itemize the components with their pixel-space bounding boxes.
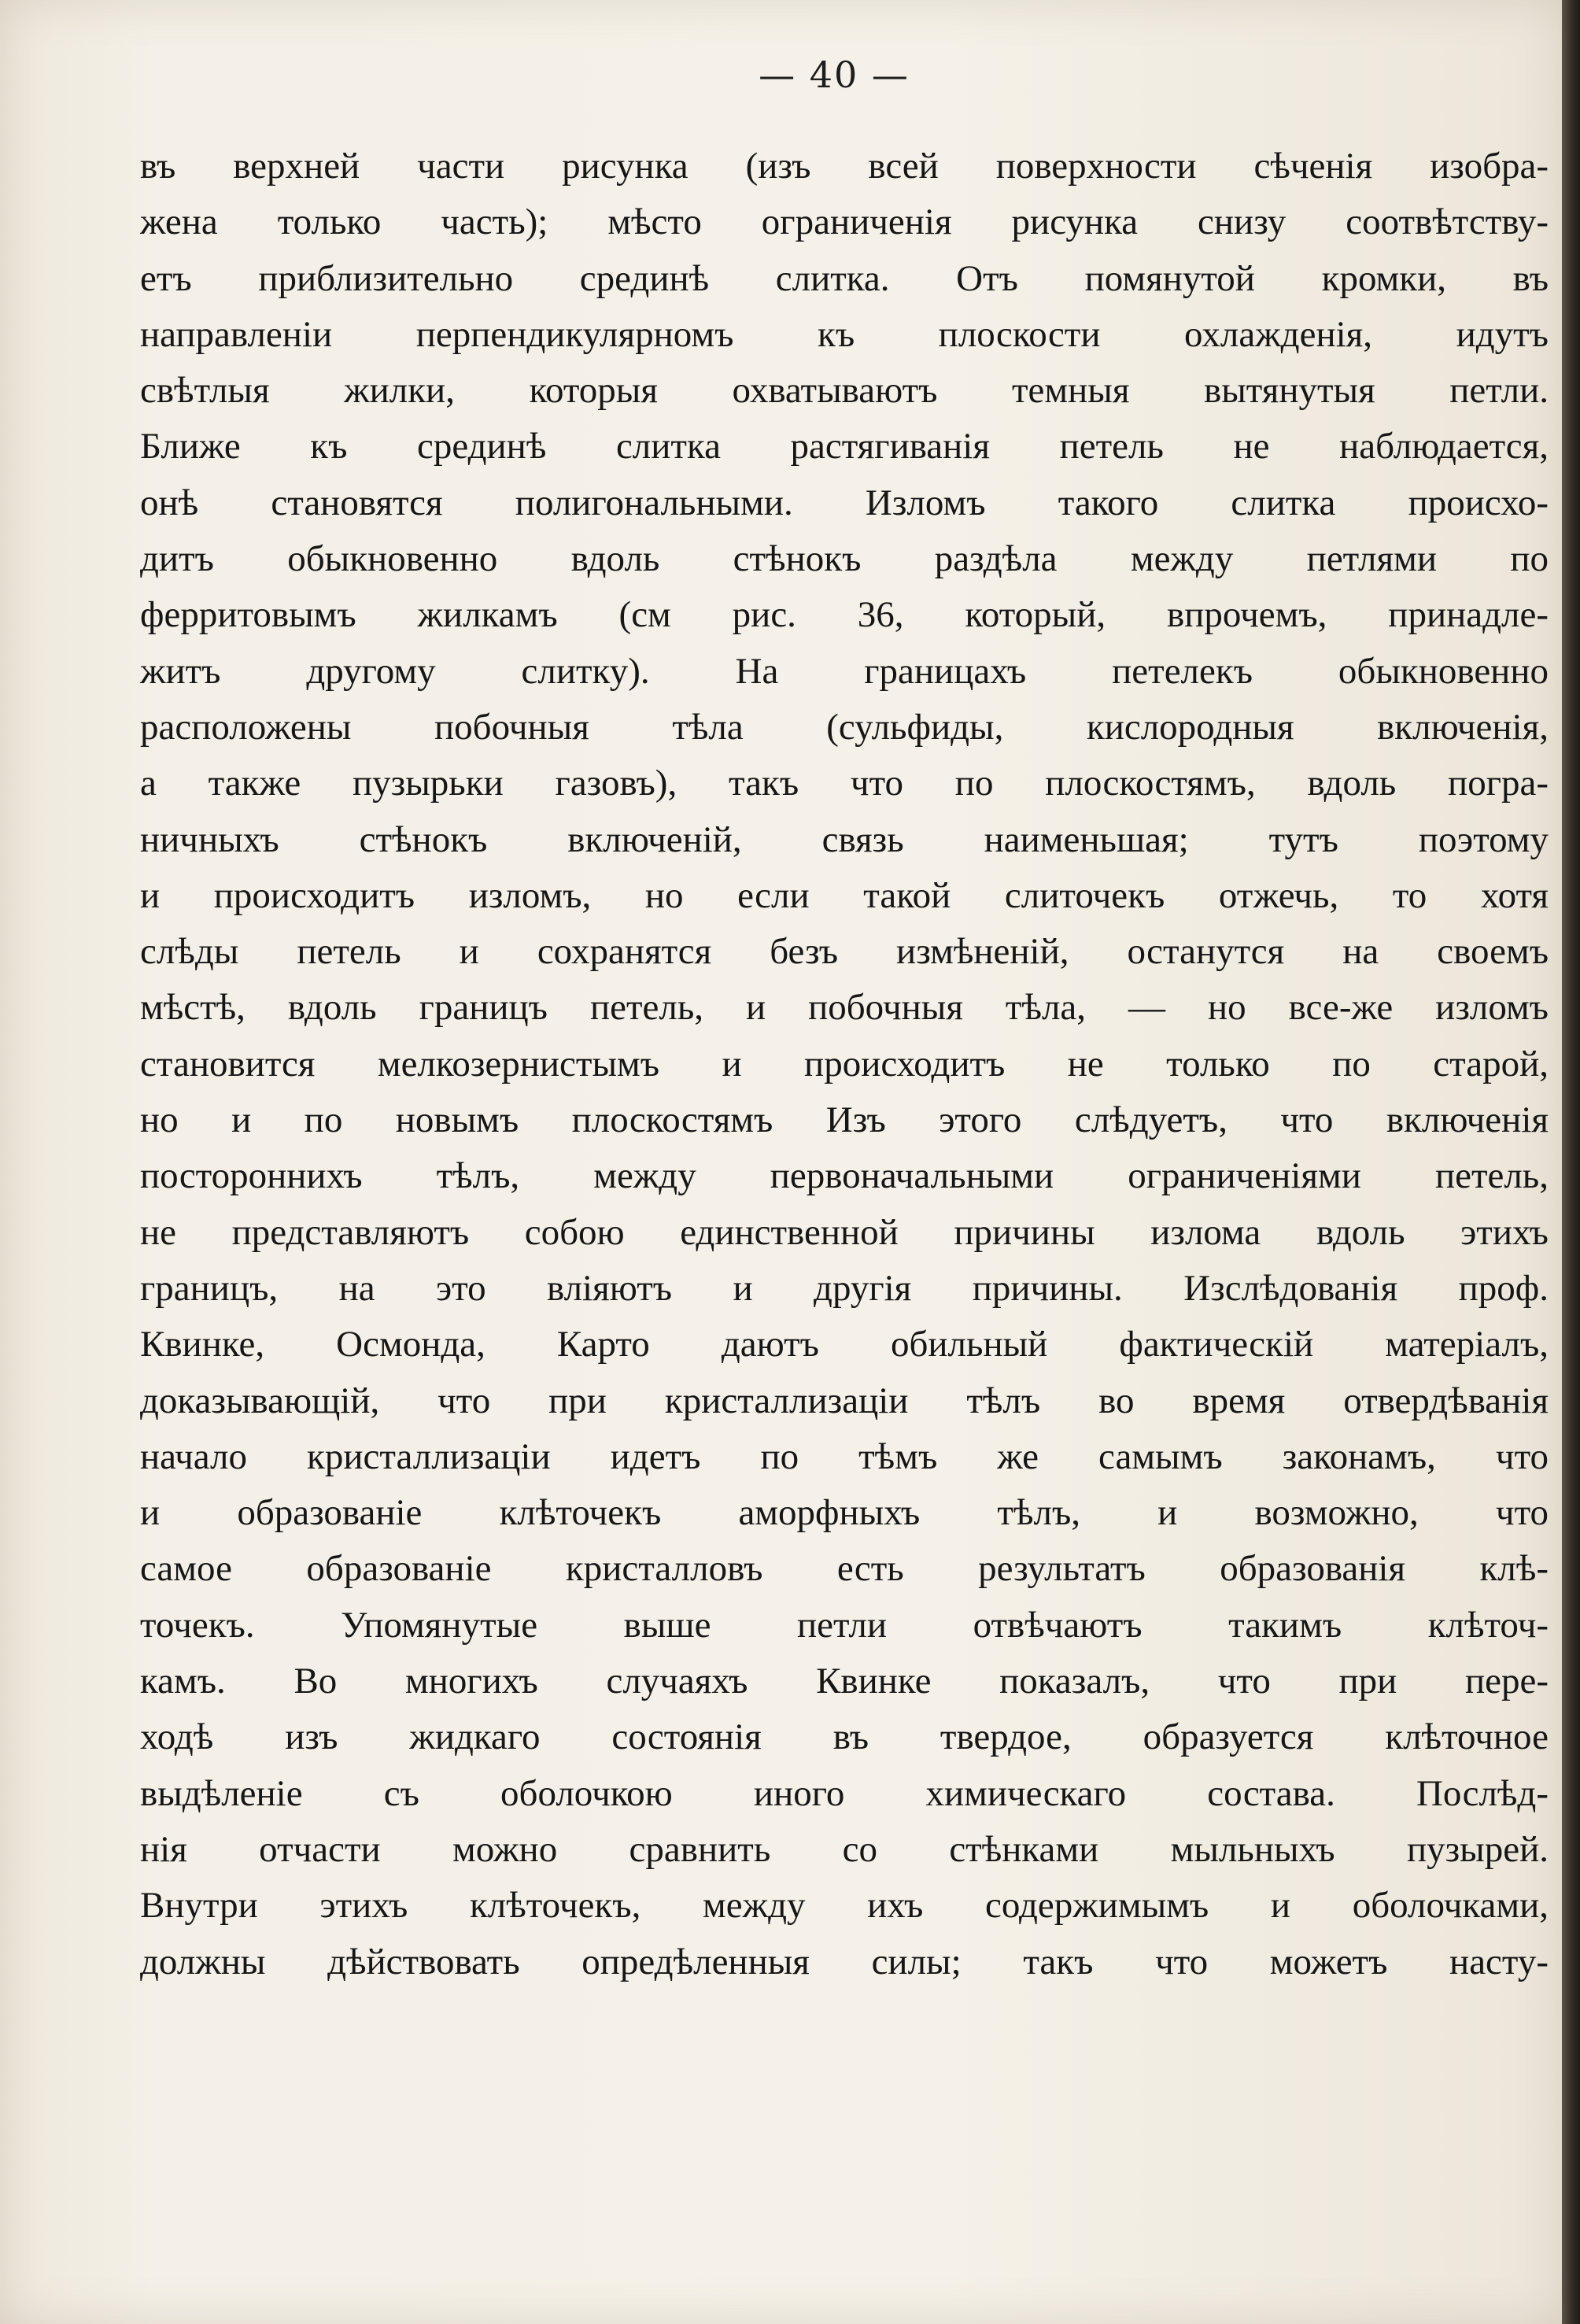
text-line: границъ, на это вліяютъ и другія причины. Изслѣдованія проф. xyxy=(140,1267,1549,1309)
text-line: выдѣленіе съ оболочкою иного химическаго состава. Послѣд- xyxy=(140,1772,1549,1814)
text-line: дитъ обыкновенно вдоль стѣнокъ раздѣла между петлями по xyxy=(140,538,1549,580)
text-line: но и по новымъ плоскостямъ Изъ этого слѣдуетъ, что включенія xyxy=(140,1099,1549,1141)
text-line: ферритовымъ жилкамъ (см рис. 36, который, впрочемъ, принадле- xyxy=(140,594,1549,636)
text-line: житъ другому слитку). На границахъ петелекъ обыкновенно xyxy=(140,650,1549,692)
text-line: етъ приблизительно срединѣ слитка. Отъ помянутой кромки, въ xyxy=(140,257,1549,299)
text-line: направленіи перпендикулярномъ къ плоскости охлажденія, идутъ xyxy=(140,313,1549,355)
body-text xyxy=(140,139,1549,1990)
text-line: ничныхъ стѣнокъ включеній, связь наименьшая; тутъ поэтому xyxy=(140,818,1549,860)
text-line: камъ. Во многихъ случаяхъ Квинке показалъ, что при пере- xyxy=(140,1661,1549,1702)
text-line: постороннихъ тѣлъ, между первоначальными ограниченіями петель, xyxy=(140,1155,1549,1197)
text-line: точекъ. Упомянутые выше петли отвѣчаютъ такимъ клѣточ- xyxy=(140,1604,1549,1646)
text-line: нія отчасти можно сравнить со стѣнками мыльныхъ пузырей. xyxy=(140,1828,1549,1870)
text-line: Квинке, Осмонда, Карто даютъ обильный фактическій матеріалъ, xyxy=(140,1324,1549,1365)
text-line: расположены побочныя тѣла (сульфиды, кислородныя включенія, xyxy=(140,706,1549,748)
text-line: Внутри этихъ клѣточекъ, между ихъ содержимымъ и оболочками, xyxy=(140,1885,1549,1927)
text-line: ходѣ изъ жидкаго состоянія въ твердое, образуется клѣточное xyxy=(140,1716,1549,1758)
text-line: должны дѣйствовать опредѣленныя силы; такъ что можетъ насту- xyxy=(140,1941,1549,1982)
page-number: — 40 — xyxy=(759,54,910,96)
text-line: Ближе къ срединѣ слитка растягиванія петель не наблюдается, xyxy=(140,426,1549,467)
text-line: въ верхней части рисунка (изъ всей поверхности сѣченія изобра- xyxy=(140,146,1549,187)
text-line: свѣтлыя жилки, которыя охватываютъ темныя вытянутыя петли. xyxy=(140,370,1549,412)
text-line: мѣстѣ, вдоль границъ петель, и побочныя тѣла, — но все-же изломъ xyxy=(140,987,1549,1029)
text-line: жена только часть); мѣсто ограниченія рисунка снизу соотвѣтству- xyxy=(140,201,1549,243)
text-line: начало кристаллизаціи идетъ по тѣмъ же самымъ законамъ, что xyxy=(140,1435,1549,1477)
page-edge xyxy=(1562,0,1580,2324)
text-line: и происходитъ изломъ, но если такой слиточекъ отжечь, то хотя xyxy=(140,874,1549,916)
text-line: онѣ становятся полигональными. Изломъ такого слитка происхо- xyxy=(140,482,1549,523)
text-line: самое образованіе кристалловъ есть результатъ образованія клѣ- xyxy=(140,1548,1549,1590)
text-line: становится мелкозернистымъ и происходитъ не только по старой, xyxy=(140,1043,1549,1084)
text-line: не представляютъ собою единственной причины излома вдоль этихъ xyxy=(140,1211,1549,1253)
text-line: и образованіе клѣточекъ аморфныхъ тѣлъ, и возможно, что xyxy=(140,1492,1549,1534)
text-line: а также пузырьки газовъ), такъ что по плоскостямъ, вдоль погра- xyxy=(140,763,1549,804)
text-line: доказывающій, что при кристаллизаціи тѣлъ во время отвердѣванія xyxy=(140,1380,1549,1421)
text-line: слѣды петель и сохранятся безъ измѣненій, останутся на своемъ xyxy=(140,931,1549,973)
